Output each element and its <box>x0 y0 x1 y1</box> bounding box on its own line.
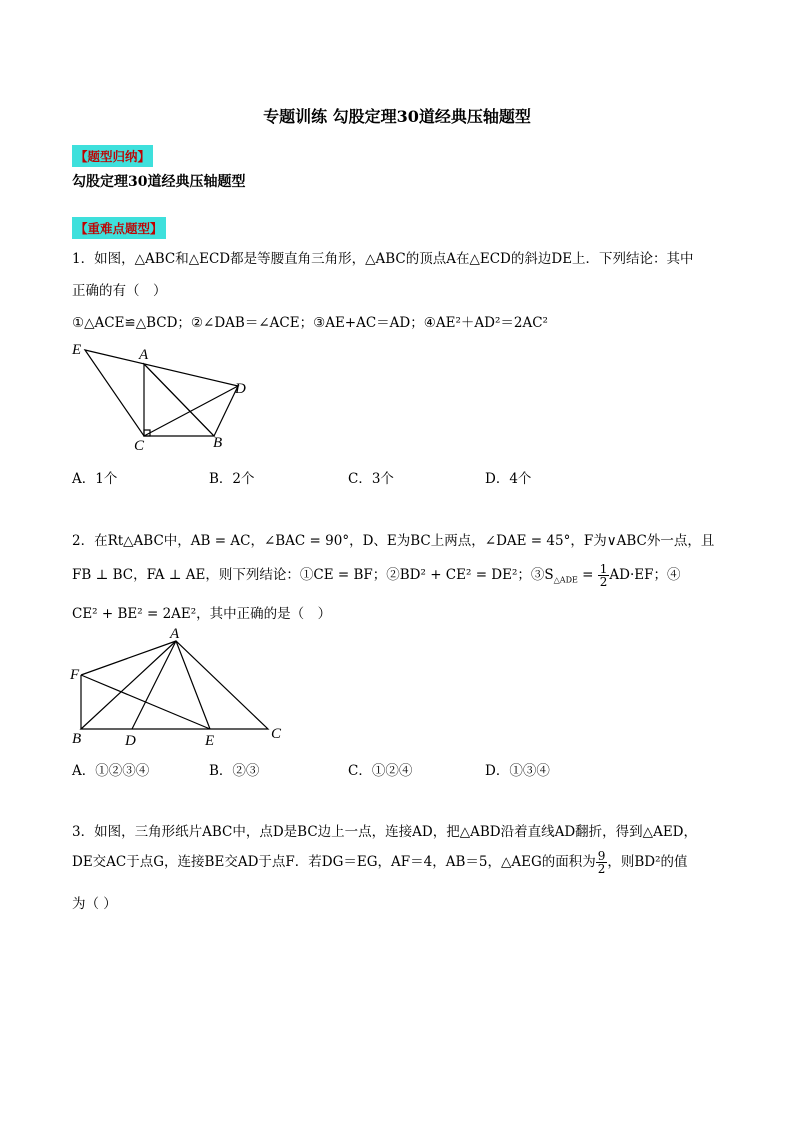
q1-option-a: A．1个 <box>72 471 118 487</box>
q2-option-d: D．①③④ <box>485 763 550 779</box>
label-d: D <box>125 733 136 749</box>
section-tag-summary <box>72 145 153 167</box>
q1-option-b: B．2个 <box>209 471 255 487</box>
q2-option-b: B．②③ <box>209 763 260 779</box>
q3-fraction-den: 2 <box>597 862 606 876</box>
q2-option-a: A．①②③④ <box>72 763 150 779</box>
q2-fraction-den: 2 <box>599 575 608 589</box>
label-d: D <box>235 381 246 397</box>
q2-area-subscript: △ADE <box>553 575 578 585</box>
q1-figure <box>65 338 265 453</box>
q2-line2 <box>72 563 680 588</box>
label-b: B <box>72 731 82 747</box>
section-tag-key-label: 【重难点题型】 <box>72 217 166 239</box>
q1-option-c: C．3个 <box>348 471 394 487</box>
section-tag-summary-label: 【题型归纳】 <box>72 145 153 167</box>
q1-line2: 正确的有（ ） <box>72 283 167 299</box>
q2-line2-end: AD·EF；④ <box>609 567 681 583</box>
q2-equals: = <box>577 567 598 583</box>
q2-fraction <box>598 563 610 588</box>
label-c: C <box>134 438 145 453</box>
q3-line2 <box>72 850 688 875</box>
segment-ae <box>176 641 210 729</box>
label-f: F <box>70 667 80 683</box>
q2-option-c: C．①②④ <box>348 763 413 779</box>
segment-ab <box>144 364 214 436</box>
q1-line3: ①△ACE≌△BCD；②∠DAB＝∠ACE；③AE+AC＝AD；④AE²＋AD²＝2AC² <box>72 315 548 331</box>
q2-line3: CE² + BE² = 2AE²，其中正确的是（ ） <box>72 606 332 622</box>
q2-fraction-num: 1 <box>599 562 608 576</box>
q1-line1: 1．如图，△ABC和△ECD都是等腰直角三角形，△ABC的顶点A在△ECD的斜边DE上．下列结论：其中 <box>72 251 694 267</box>
triangle-abc <box>81 641 268 729</box>
q2-line1: 2．在Rt△ABC中，AB = AC，∠BAC = 90°，D、E为BC上两点，∠DAE = 45°，F为∨ABC外一点，且 <box>72 533 715 549</box>
q3-line2-start: DE交AC于点G，连接BE交AD于点F．若DG＝EG，AF＝4，AB＝5，△AEG的面积为 <box>72 854 596 870</box>
q3-line3: 为（ ） <box>72 896 117 912</box>
label-a: A <box>139 347 149 363</box>
label-a: A <box>170 626 180 642</box>
label-c: C <box>271 726 282 742</box>
triangle-ecd <box>85 350 238 436</box>
section-tag-key <box>72 217 166 239</box>
page-title: 专题训练 勾股定理30道经典压轴题型 <box>263 107 531 126</box>
label-b: B <box>213 435 223 451</box>
q3-line2-end: ，则BD²的值 <box>607 854 688 870</box>
q2-line2-start: FB ⊥ BC，FA ⊥ AE，则下列结论：①CE = BF；②BD² + CE² = DE²；③S <box>72 567 554 583</box>
q3-line1: 3．如图，三角形纸片ABC中，点D是BC边上一点，连接AD，把△ABD沿着直线AD翻折，得到△AED， <box>72 824 697 840</box>
q3-fraction-num: 9 <box>597 849 606 863</box>
label-e: E <box>205 733 215 749</box>
q2-figure <box>65 623 295 753</box>
section-heading: 勾股定理30道经典压轴题型 <box>72 174 246 190</box>
label-e: E <box>72 342 82 358</box>
q3-fraction <box>596 850 608 875</box>
q1-option-d: D．4个 <box>485 471 532 487</box>
